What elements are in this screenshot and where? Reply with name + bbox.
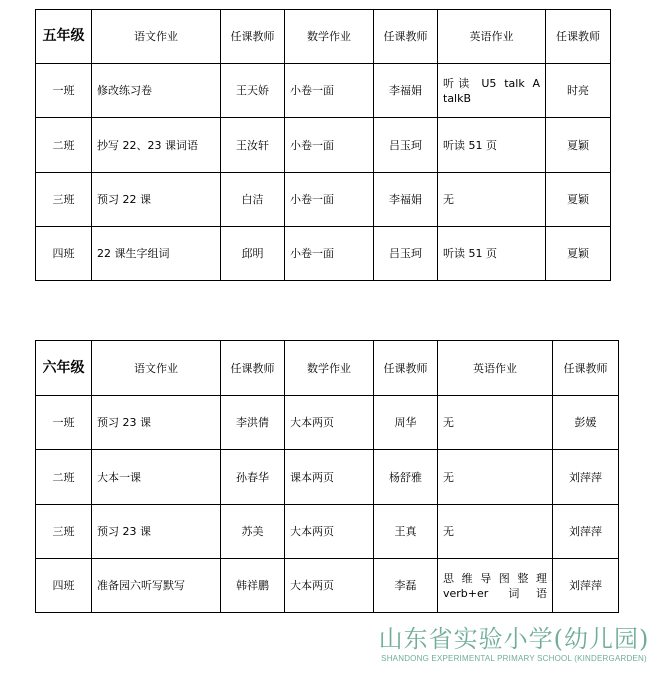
chinese-homework: 预习 22 课: [92, 173, 221, 227]
header-row: [36, 341, 619, 396]
math-homework: 大本两页: [285, 559, 374, 613]
math-homework: 课本两页: [285, 450, 374, 505]
table-row: [36, 118, 611, 173]
chinese-homework: 大本一课: [92, 450, 221, 505]
school-logo-watermark: [368, 624, 660, 664]
grade-title: 六年级: [36, 341, 92, 396]
header-math-homework: 数学作业: [285, 341, 374, 396]
class-name: 二班: [36, 450, 92, 505]
header-teacher: 任课教师: [546, 10, 611, 64]
table-row: [36, 559, 619, 613]
class-name: 四班: [36, 227, 92, 281]
school-name-chinese: 山东省实验小学(幼儿园): [378, 625, 650, 653]
english-teacher: 夏颖: [546, 173, 611, 227]
chinese-homework: 预习 23 课: [92, 505, 221, 559]
chinese-teacher: 王天娇: [221, 64, 285, 118]
chinese-teacher: 王汝轩: [221, 118, 285, 173]
english-homework: 无: [438, 505, 553, 559]
chinese-teacher: 孙春华: [221, 450, 285, 505]
chinese-homework: 抄写 22、23 课词语: [92, 118, 221, 173]
english-homework: 无: [438, 396, 553, 450]
table-row: [36, 450, 619, 505]
english-teacher: 彭媛: [553, 396, 619, 450]
english-homework: 无: [438, 173, 546, 227]
chinese-homework: 预习 23 课: [92, 396, 221, 450]
english-teacher: 时亮: [546, 64, 611, 118]
math-homework: 小卷一面: [285, 64, 374, 118]
table-row: [36, 505, 619, 559]
math-homework: 小卷一面: [285, 227, 374, 281]
english-homework: 无: [438, 450, 553, 505]
english-teacher: 刘萍萍: [553, 505, 619, 559]
math-teacher: 王真: [374, 505, 438, 559]
header-teacher: 任课教师: [374, 10, 438, 64]
class-name: 二班: [36, 118, 92, 173]
english-homework: 听读 U5 talk A talkB: [438, 64, 546, 118]
header-chinese-homework: 语文作业: [92, 10, 221, 64]
math-teacher: 周华: [374, 396, 438, 450]
class-name: 一班: [36, 396, 92, 450]
header-teacher: 任课教师: [221, 10, 285, 64]
english-homework: 思维导图整理 verb+er 词语: [438, 559, 553, 613]
math-teacher: 吕玉珂: [374, 118, 438, 173]
class-name: 三班: [36, 505, 92, 559]
school-name-english: SHANDONG EXPERIMENTAL PRIMARY SCHOOL (KINDERGARDEN): [381, 654, 647, 663]
header-teacher: 任课教师: [374, 341, 438, 396]
english-teacher: 刘萍萍: [553, 559, 619, 613]
math-teacher: 杨舒雅: [374, 450, 438, 505]
grade5-homework-table: [35, 9, 611, 281]
math-homework: 大本两页: [285, 505, 374, 559]
english-teacher: 刘萍萍: [553, 450, 619, 505]
chinese-homework: 22 课生字组词: [92, 227, 221, 281]
table-row: [36, 396, 619, 450]
grade-title: 五年级: [36, 10, 92, 64]
chinese-teacher: 李洪倩: [221, 396, 285, 450]
math-homework: 大本两页: [285, 396, 374, 450]
header-english-homework: 英语作业: [438, 10, 546, 64]
math-teacher: 李磊: [374, 559, 438, 613]
class-name: 四班: [36, 559, 92, 613]
chinese-homework: 修改练习卷: [92, 64, 221, 118]
chinese-homework: 准备园六听写默写: [92, 559, 221, 613]
english-homework: 听读 51 页: [438, 118, 546, 173]
class-name: 三班: [36, 173, 92, 227]
header-row: [36, 10, 611, 64]
chinese-teacher: 苏美: [221, 505, 285, 559]
english-teacher: 夏颖: [546, 118, 611, 173]
chinese-teacher: 韩祥鹏: [221, 559, 285, 613]
math-homework: 小卷一面: [285, 118, 374, 173]
class-name: 一班: [36, 64, 92, 118]
table-row: [36, 227, 611, 281]
math-homework: 小卷一面: [285, 173, 374, 227]
math-teacher: 吕玉珂: [374, 227, 438, 281]
chinese-teacher: 白洁: [221, 173, 285, 227]
chinese-teacher: 邱明: [221, 227, 285, 281]
table-row: [36, 64, 611, 118]
header-teacher: 任课教师: [221, 341, 285, 396]
table-row: [36, 173, 611, 227]
math-teacher: 李福娟: [374, 64, 438, 118]
english-teacher: 夏颖: [546, 227, 611, 281]
grade6-homework-table: [35, 340, 619, 613]
header-teacher: 任课教师: [553, 341, 619, 396]
math-teacher: 李福娟: [374, 173, 438, 227]
english-homework: 听读 51 页: [438, 227, 546, 281]
header-english-homework: 英语作业: [438, 341, 553, 396]
header-math-homework: 数学作业: [285, 10, 374, 64]
header-chinese-homework: 语文作业: [92, 341, 221, 396]
